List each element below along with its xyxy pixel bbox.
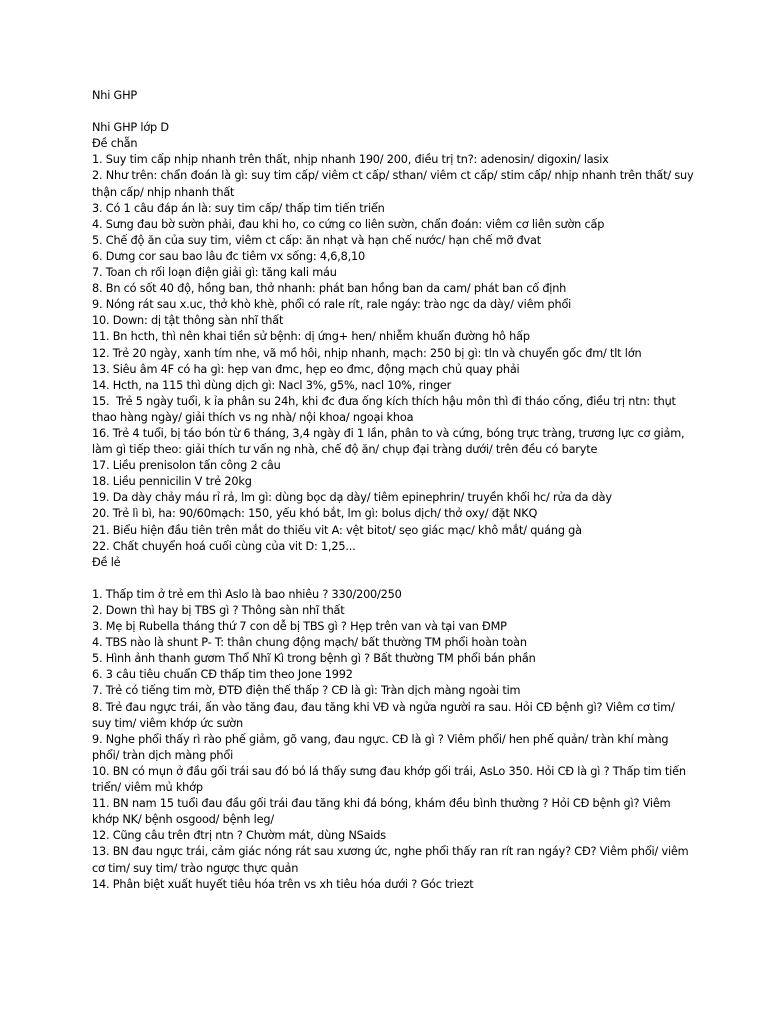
question-item: 14. Phân biệt xuất huyết tiêu hóa trên vs xh tiêu hóa dưới ? Góc triezt <box>92 877 474 891</box>
section-heading-odd: Đề lẻ <box>92 555 121 569</box>
question-item: 10. BN có mụn ở đầu gối trái sau đó bó lá thấy sưng đau khớp gối trái, AsLo 350. Hỏi CĐ là gì ? Thấp tim tiến triển/ viêm mủ khớp <box>92 764 690 795</box>
question-item: 12. Cũng câu trên đtrị ntn ? Chườm mát, dùng NSaids <box>92 829 386 843</box>
question-item: 19. Da dày chảy máu rỉ rả, lm gì: dùng bọc dạ dày/ tiêm epinephrin/ truyền khối hc/ rửa da dày <box>92 491 612 505</box>
question-item: 5. Chế độ ăn của suy tim, viêm ct cấp: ăn nhạt và hạn chế nước/ hạn chế mỡ đvat <box>92 233 541 247</box>
question-item: 14. Hcth, na 115 thì dùng dịch gì: Nacl 3%, g5%, nacl 10%, ringer <box>92 378 452 392</box>
question-list-odd <box>92 587 696 893</box>
spacer <box>92 571 696 587</box>
question-item: 6. Dưng cor sau bao lâu đc tiêm vx sống: 4,6,8,10 <box>92 249 365 263</box>
question-item: 8. Trẻ đau ngực trái, ấn vào tăng đau, đau tăng khi VĐ và ngửa người ra sau. Hỏi CĐ bệnh gì? Viêm cơ tim/ suy tim/ viêm khớp ức sườn <box>92 700 678 730</box>
question-item: 3. Có 1 câu đáp án là: suy tim cấp/ thấp tim tiến triển <box>92 201 385 215</box>
question-item: 1. Suy tim cấp nhịp nhanh trên thất, nhịp nhanh 190/ 200, điều trị tn?: adenosin/ digoxin/ lasix <box>92 153 609 167</box>
question-item: 8. Bn có sốt 40 độ, hồng ban, thở nhanh: phát ban hồng ban da cam/ phát ban cố định <box>92 282 567 296</box>
question-item: 16. Trẻ 4 tuổi, bị táo bón từ 6 tháng, 3,4 ngày đi 1 lần, phân to và cứng, bóng trực tràng, trương lực cơ giảm, làm gì tiếp theo: giải thích tư vấn ng nhà, chế độ ăn/ chụp đại tràng dưới/ trên đều có baryte <box>92 426 688 457</box>
question-item: 7. Trẻ có tiếng tim mờ, ĐTĐ điện thế thấp ? CĐ là gì: Tràn dịch màng ngoài tim <box>92 684 521 698</box>
question-item: 22. Chất chuyển hoá cuối cùng của vit D: 1,25... <box>92 539 356 553</box>
question-item: 2. Như trên: chẩn đoán là gì: suy tim cấp/ viêm ct cấp/ sthan/ viêm ct cấp/ stim cấp/ nhịp nhanh trên thất/ suy thận cấp/ nhịp nhanh thất <box>92 169 697 199</box>
question-item: 15. Trẻ 5 ngày tuổi, k ỉa phân su 24h, khi đc đưa ống kích thích hậu môn thì đi tháo cống, điều trị ntn: thụt thao hàng ngày/ giải thích vs ng nhà/ nội khoa/ ngoại khoa <box>92 394 680 424</box>
question-item: 1. Thấp tim ở trẻ em thì Aslo là bao nhiêu ? 330/200/250 <box>92 587 402 601</box>
section-heading-even: Đề chẵn <box>92 137 138 151</box>
spacer <box>92 104 696 120</box>
question-item: 9. Nghe phổi thấy rì rào phế giảm, gõ vang, đau ngực. CĐ là gì ? Viêm phổi/ hen phế quản/ tràn khí màng phổi/ tràn dịch màng phổi <box>92 732 672 762</box>
question-item: 9. Nóng rát sau x.uc, thở khò khè, phổi có rale rít, rale ngáy: trào ngc da dày/ viêm phổi <box>92 298 572 312</box>
question-item: 21. Biểu hiện đầu tiên trên mắt do thiếu vit A: vệt bitot/ sẹo giác mạc/ khô mắt/ quáng gà <box>92 523 582 537</box>
question-item: 4. Sưng đau bờ sườn phải, đau khi ho, co cứng co liên sườn, chẩn đoán: viêm cơ liên sườn cấp <box>92 217 605 231</box>
question-item: 7. Toan ch rối loạn điện giải gì: tăng kali máu <box>92 266 337 280</box>
question-item: 6. 3 câu tiêu chuẩn CĐ thấp tim theo Jone 1992 <box>92 668 353 682</box>
document-title: Nhi GHP <box>92 89 138 102</box>
question-list-even <box>92 152 696 554</box>
question-item: 2. Down thì hay bị TBS gì ? Thông sàn nhĩ thất <box>92 604 345 617</box>
question-item: 18. Liều pennicilin V trẻ 20kg <box>92 475 252 489</box>
document-subtitle: Nhi GHP lớp D <box>92 121 169 135</box>
question-item: 12. Trẻ 20 ngày, xanh tím nhe, vã mồ hôi, nhịp nhanh, mạch: 250 bị gì: tln và chuyển gốc đm/ tlt lớn <box>92 346 642 360</box>
question-item: 5. Hình ảnh thanh gươm Thổ Nhĩ Kì trong bệnh gì ? Bất thường TM phổi bán phần <box>92 652 536 666</box>
question-item: 11. Bn hcth, thì nên khai tiền sử bệnh: dị ứng+ hen/ nhiễm khuẩn đường hô hấp <box>92 330 530 344</box>
question-item: 20. Trẻ lì bì, ha: 90/60mạch: 150, yếu khó bắt, lm gì: bolus dịch/ thở oxy/ đặt NKQ <box>92 507 538 521</box>
question-item: 10. Down: dị tật thông sàn nhĩ thất <box>92 314 284 328</box>
question-item: 17. Liều prenisolon tấn công 2 câu <box>92 459 281 473</box>
question-item: 3. Mẹ bị Rubella tháng thứ 7 con dễ bị TBS gì ? Hẹp trên van và tại van ĐMP <box>92 620 507 634</box>
question-item: 13. Siêu âm 4F có ha gì: hẹp van đmc, hẹp eo đmc, động mạch chủ quay phải <box>92 362 520 376</box>
question-item: 13. BN đau ngực trái, cảm giác nóng rát sau xương ức, nghe phổi thấy ran rít ran ngáy? CĐ? Viêm phổi/ viêm cơ tim/ suy tim/ trào ngược thực quản <box>92 845 692 875</box>
question-item: 4. TBS nào là shunt P- T: thân chung động mạch/ bất thường TM phổi hoàn toàn <box>92 636 527 650</box>
question-item: 11. BN nam 15 tuổi đau đầu gối trái đau tăng khi đá bóng, khám đều bình thường ? Hỏi CĐ bệnh gì? Viêm khớp NK/ bệnh osgood/ bệnh leg/ <box>92 797 674 827</box>
